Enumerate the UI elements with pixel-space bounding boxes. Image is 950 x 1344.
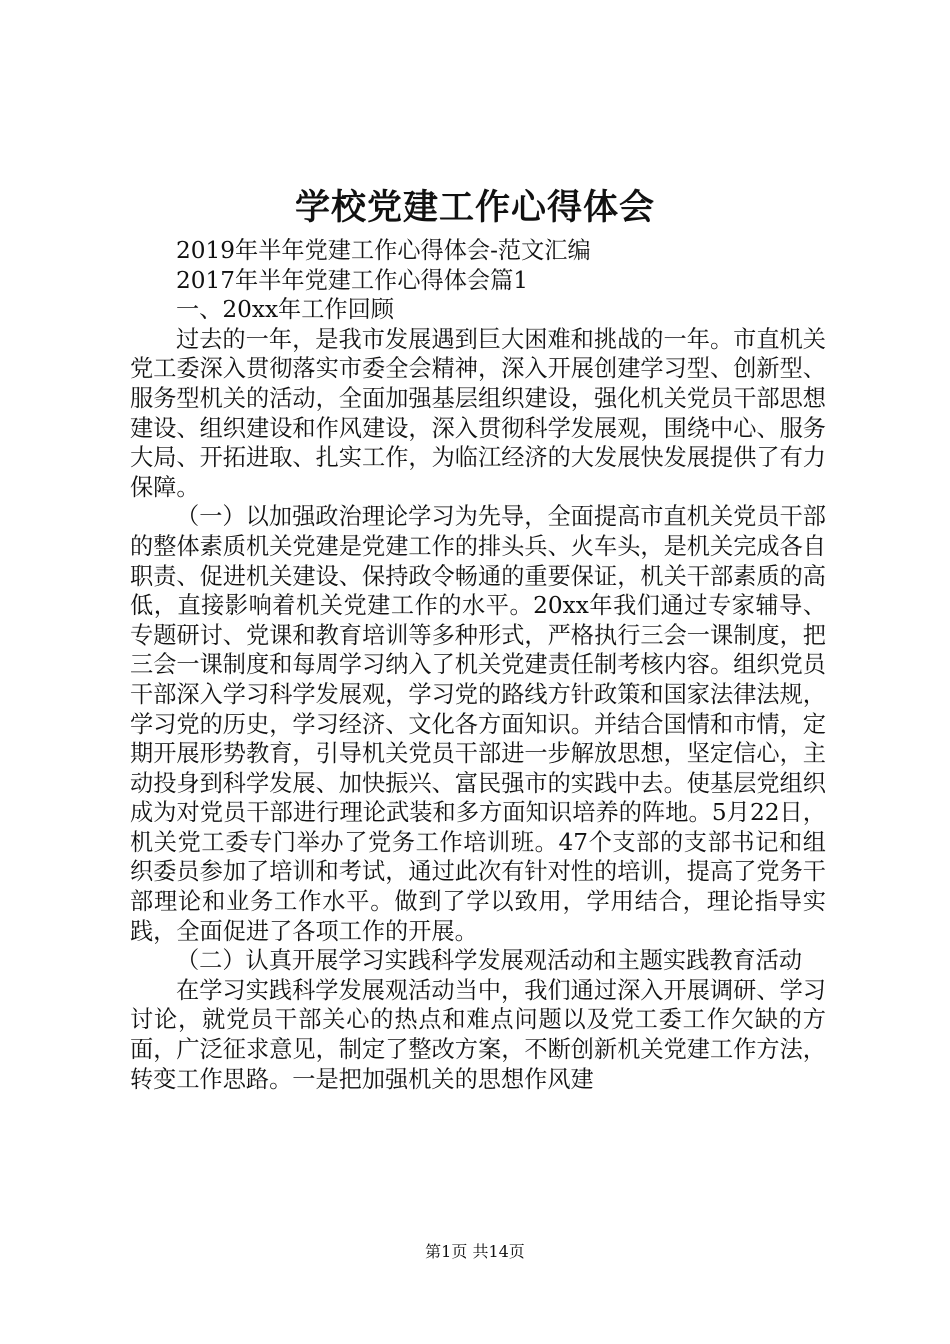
page-number: 第1页 共14页 [425,1242,525,1261]
body-paragraph: 过去的一年，是我市发展遇到巨大困难和挑战的一年。市直机关党工委深入贯彻落实市委全会精神，深入开展创建学习型、创新型、服务型机关的活动，全面加强基层组织建设，强化机关党员干部思想建设、组织建设和作风建设，深入贯彻科学发展观，围绕中心、服务大局、开拓进取、扎实工作，为临江经济的大发展快发展提供了有力保障。 [130,325,826,501]
body-paragraph: （一）以加强政治理论学习为先导，全面提高市直机关党员干部的整体素质机关党建是党建工作的排头兵、火车头，是机关完成各自职责、促进机关建设、保持政令畅通的重要保证，机关干部素质的高低，直接影响着机关党建工作的水平。20xx年我们通过专家辅导、专题研讨、党课和教育培训等多种形式，严格执行三会一课制度，把三会一课制度和每周学习纳入了机关党建责任制考核内容。组织党员干部深入学习科学发展观，学习党的路线方针政策和国家法律法规，学习党的历史，学习经济、文化各方面知识。并结合国情和市情，定期开展形势教育，引导机关党员干部进一步解放思想，坚定信心，主动投身到科学发展、加快振兴、富民强市的实践中去。使基层党组织成为对党员干部进行理论武装和多方面知识培养的阵地。5月22日，机关党工委专门举办了党务工作培训班。47个支部的支部书记和组织委员参加了培训和考试，通过此次有针对性的培训，提高了党务干部理论和业务工作水平。做到了学以致用，学用结合，理论指导实践，全面促进了各项工作的开展。 [130,503,826,945]
document-body [130,236,826,1094]
body-paragraph: 在学习实践科学发展观活动当中，我们通过深入开展调研、学习讨论，就党员干部关心的热点和难点问题以及党工委工作欠缺的方面，广泛征求意见，制定了整改方案，不断创新机关党建工作方法，转变工作思路。一是把加强机关的思想作风建 [130,976,826,1093]
section-heading: （二）认真开展学习实践科学发展观活动和主题实践教育活动 [176,947,803,975]
document-title: 学校党建工作心得体会 [294,188,655,228]
section-heading: 一、20xx年工作回顾 [176,296,394,324]
section-heading: 2017年半年党建工作心得体会篇1 [176,266,529,294]
subtitle-line: 2019年半年党建工作心得体会-范文汇编 [176,237,591,264]
